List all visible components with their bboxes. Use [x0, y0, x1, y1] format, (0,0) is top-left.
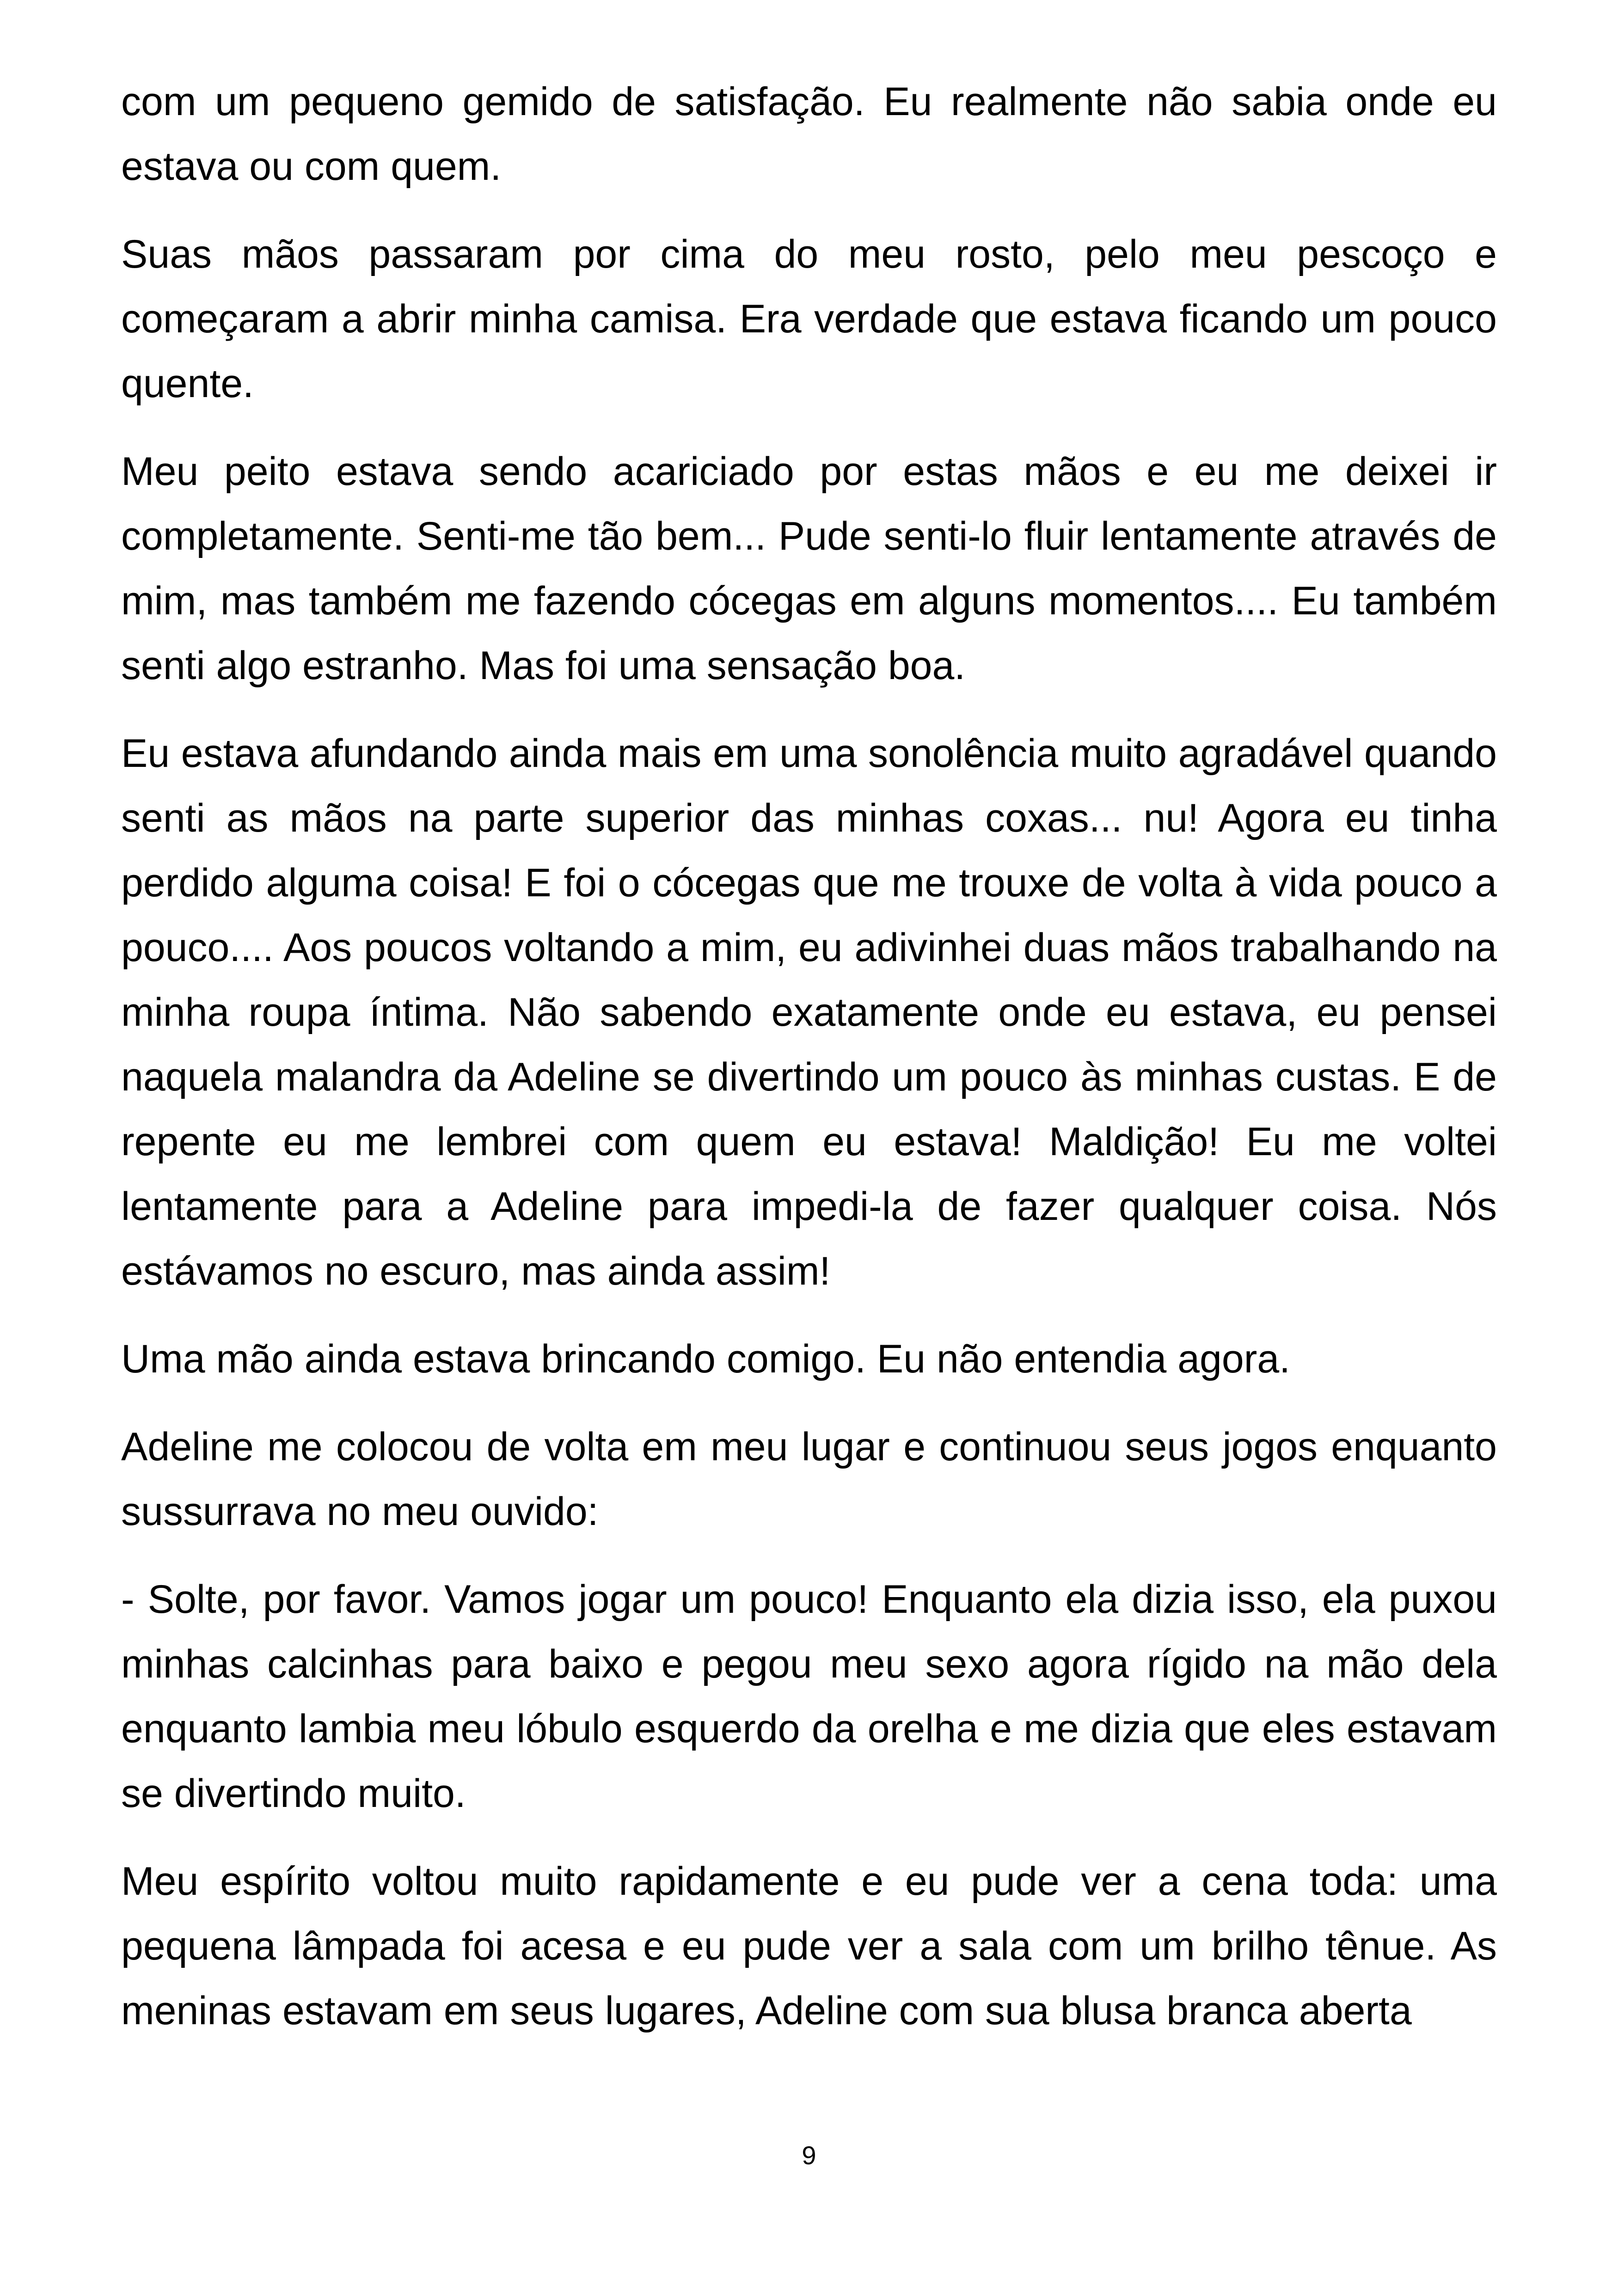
- paragraph-2: Suas mãos passaram por cima do meu rosto, pelo meu pescoço e começaram a abrir minha camisa. Era verdade que estava ficando um pouco quente.: [121, 232, 1497, 406]
- paragraph-7: - Solte, por favor. Vamos jogar um pouco! Enquanto ela dizia isso, ela puxou minhas calcinhas para baixo e pegou meu sexo agora rígido na mão dela enquanto lambia meu lóbulo esquerdo da orelha e me dizia que eles estavam se divertindo muito.: [121, 1577, 1497, 1816]
- paragraph-4: Eu estava afundando ainda mais em uma sonolência muito agradável quando senti as mãos na parte superior das minhas coxas... nu! Agora eu tinha perdido alguma coisa! E foi o cócegas que me trouxe de volta à vida pouco a pouco.... Aos poucos voltando a mim, eu adivinhei duas mãos trabalhando na minha roupa íntima. Não sabendo exatamente onde eu estava, eu pensei naquela malandra da Adeline se divertindo um pouco às minhas custas. E de repente eu me lembrei com quem eu estava! Maldição! Eu me voltei lentamente para a Adeline para impedi-la de fazer qualquer coisa. Nós estávamos no escuro, mas ainda assim!: [121, 731, 1497, 1293]
- paragraph-8: Meu espírito voltou muito rapidamente e eu pude ver a cena toda: uma pequena lâmpada foi acesa e eu pude ver a sala com um brilho tênue. As meninas estavam em seus lugares, Adeline com sua blusa branca aberta: [121, 1859, 1497, 2033]
- paragraph-6: Adeline me colocou de volta em meu lugar e continuou seus jogos enquanto sussurrava no meu ouvido:: [121, 1425, 1497, 1534]
- paragraph-1: com um pequeno gemido de satisfação. Eu realmente não sabia onde eu estava ou com quem.: [121, 80, 1497, 189]
- page-number: 9: [802, 2141, 816, 2170]
- paragraph-3: Meu peito estava sendo acariciado por estas mãos e eu me deixei ir completamente. Senti-me tão bem... Pude senti-lo fluir lentamente através de mim, mas também me fazendo cócegas em alguns momentos.... Eu também senti algo estranho. Mas foi uma sensação boa.: [121, 449, 1497, 688]
- paragraph-5: Uma mão ainda estava brincando comigo. Eu não entendia agora.: [121, 1337, 1291, 1381]
- body-text: [121, 69, 1497, 2043]
